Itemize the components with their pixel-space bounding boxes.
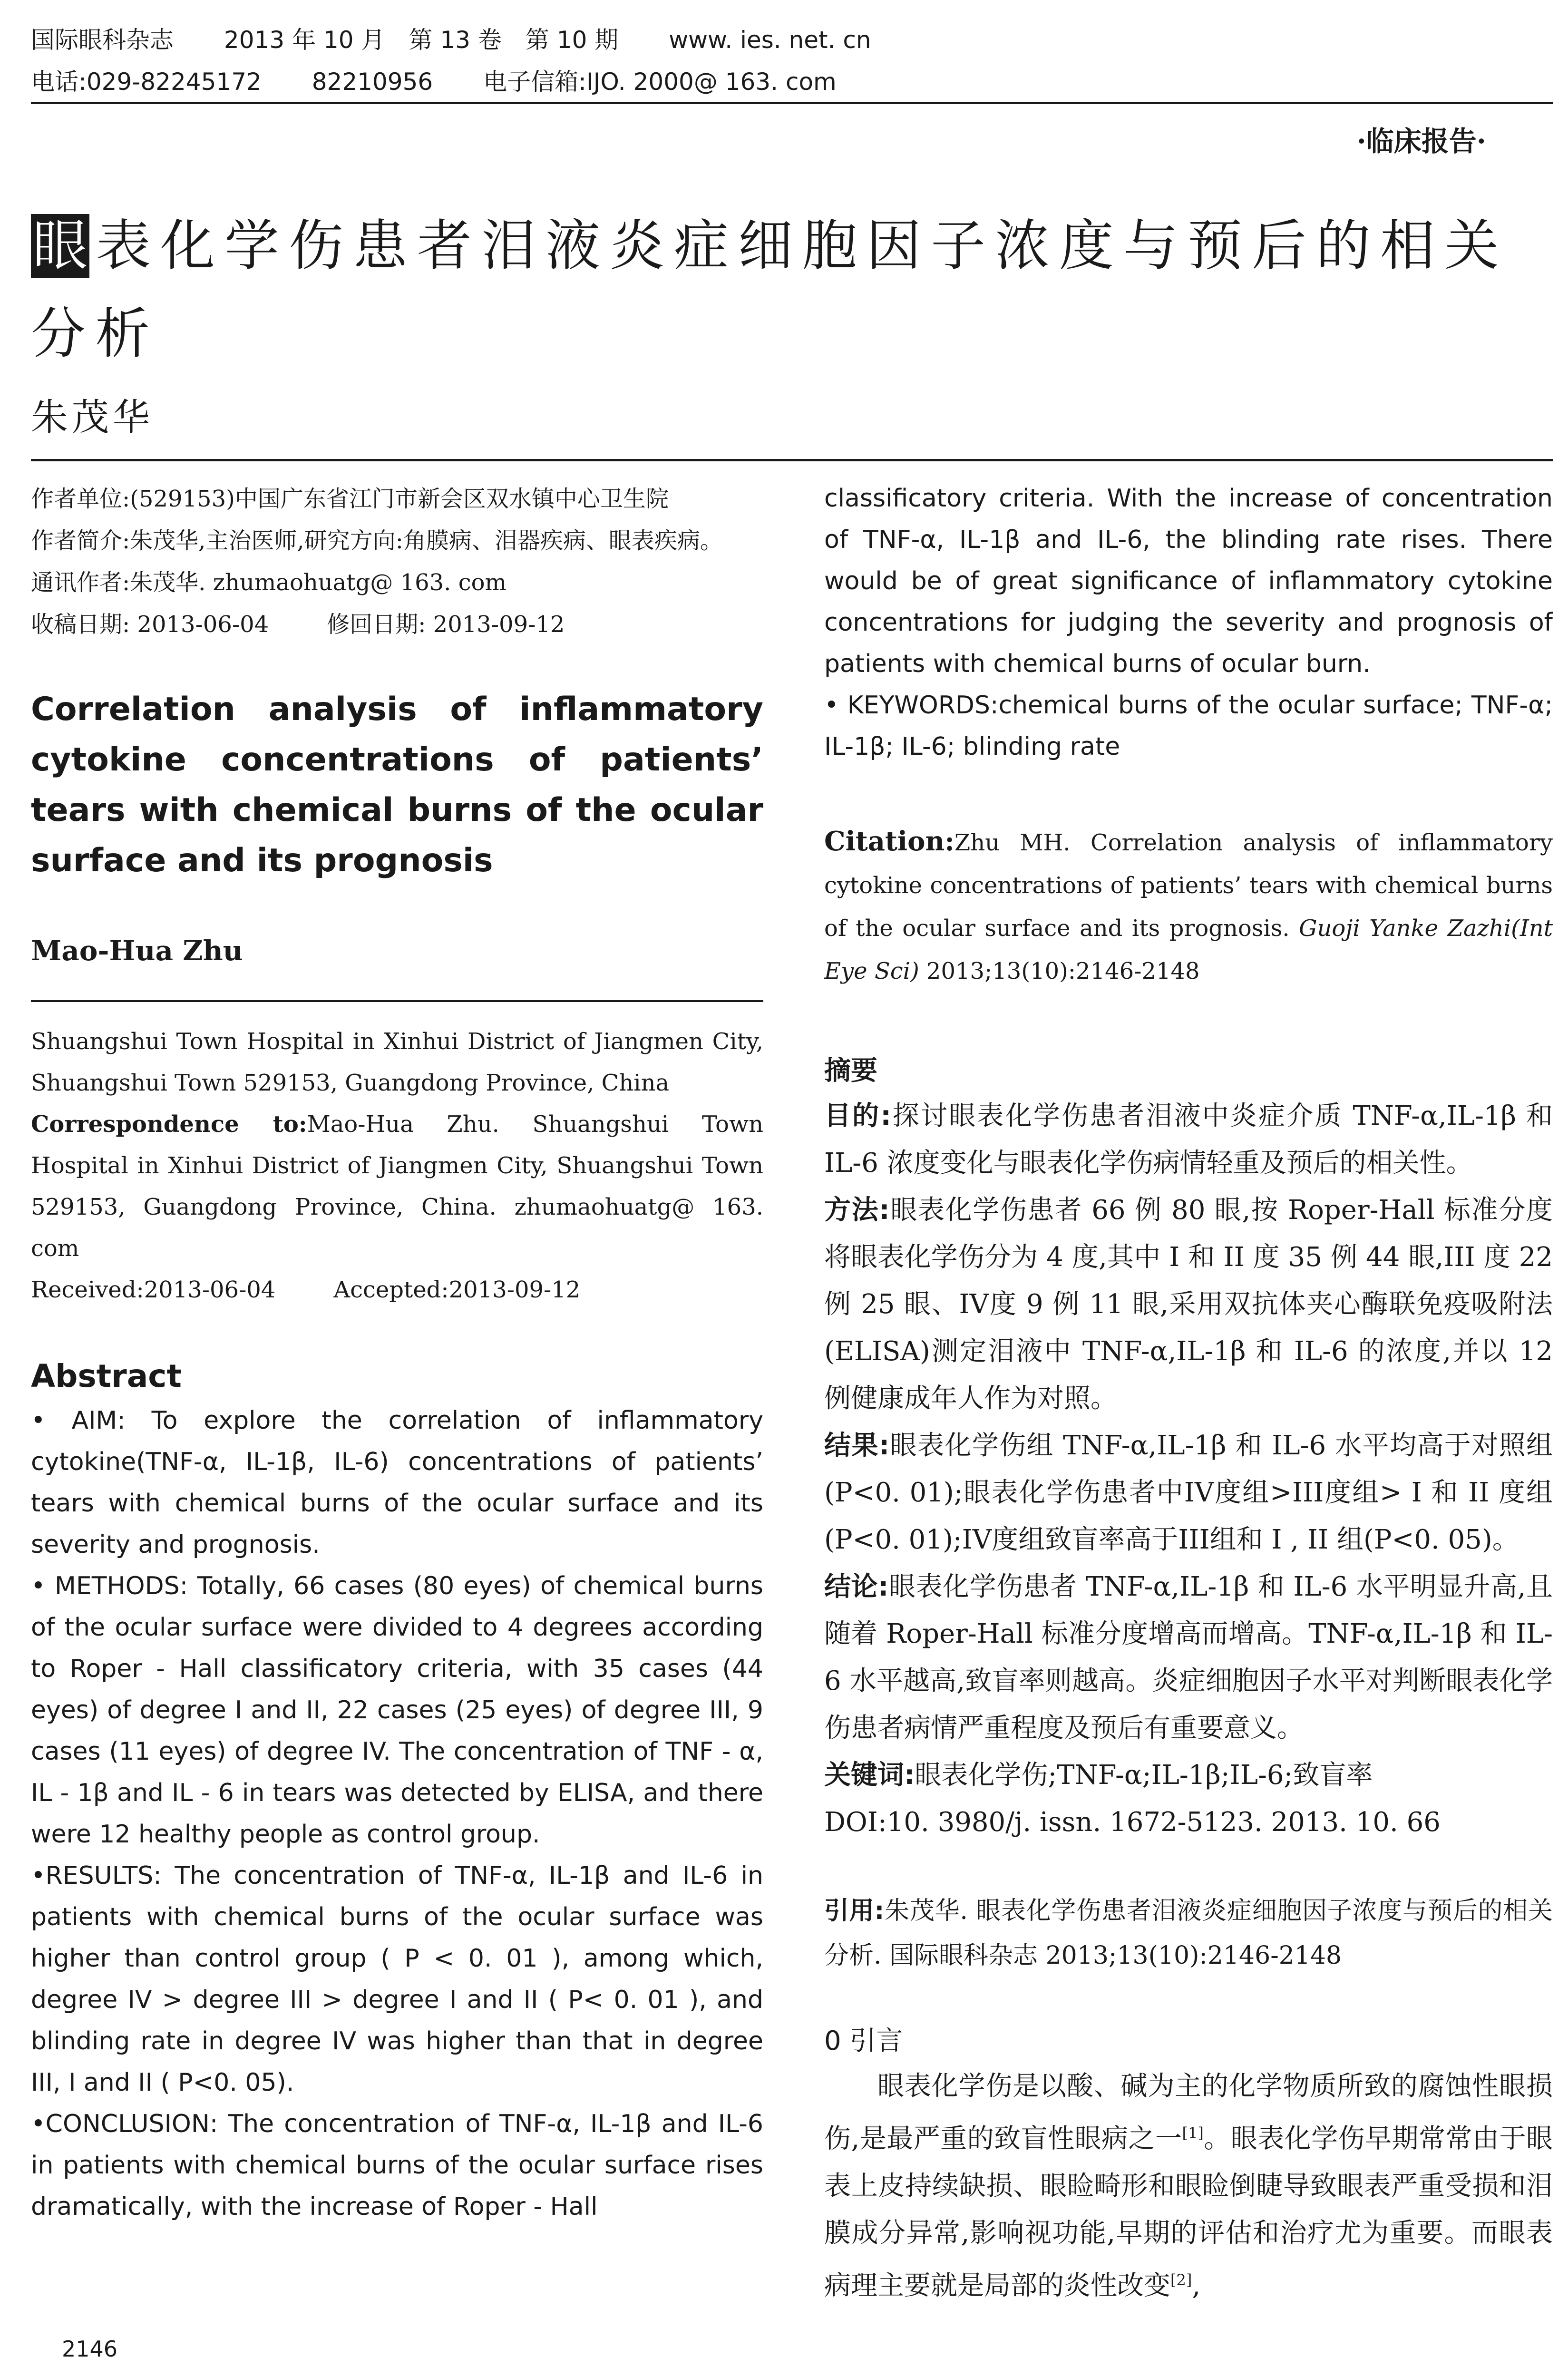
methods-label: 方法: (824, 1195, 890, 1226)
author-unit: 作者单位:(529153)中国广东省江门市新会区双水镇中心卫生院 (31, 486, 669, 512)
citation-text: Zhu MH. Correlation analysis of inflammatory cytokine concentrations of patients’ tears with chemical burns of the ocular surface and its prognosis. (824, 829, 1553, 942)
keywords-label: 关键词: (824, 1760, 915, 1791)
citation-cn (824, 1889, 1553, 1978)
cite-cn-label: 引用: (824, 1897, 885, 1925)
title-text: 表化学伤患者泪液炎症细胞因子浓度与预后的相关分析 (31, 214, 1509, 366)
title-rule (31, 459, 1553, 461)
received-en: Received:2013-06-04 (31, 1276, 276, 1303)
corresponding-author: 通讯作者:朱茂华. zhumaohuatg@ 163. com (31, 569, 506, 596)
dates (31, 604, 763, 645)
journal-name: 国际眼科杂志 (31, 26, 174, 54)
intro-text-2: 。眼表化学伤早期常常由于眼表上皮持续缺损、眼睑畸形和眼睑倒睫导致眼表严重受损和泪膜成分异常,影响视功能,早期的评估和治疗尤为重要。而眼表病理主要就是局部的炎性改变 (824, 2123, 1553, 2301)
section-label: ·临床报告· (1356, 125, 1486, 157)
doi: DOI:10. 3980/j. issn. 1672-5123. 2013. 10. 66 (824, 1807, 1441, 1838)
right-column (824, 478, 1553, 2309)
intro-text-3: , (1192, 2270, 1201, 2301)
correspondence-en (31, 1104, 763, 1269)
conclusion-text: 眼表化学伤患者 TNF-α,IL-1β 和 IL-6 水平明显升高,且随着 Roper-Hall 标准分度增高而增高。TNF-α,IL-1β 和 IL-6 水平越高,致盲率则越高。炎症细胞因子水平对判断眼表化学伤患者病情严重程度及预后有重要意义。 (824, 1571, 1553, 1744)
journal-phone-2: 82210956 (312, 68, 433, 96)
citation-volume: 2013;13(10):2146-2148 (919, 958, 1200, 984)
header-rule (31, 102, 1553, 104)
journal-phone: 电话:029-82245172 (31, 68, 262, 96)
keywords-text: 眼表化学伤;TNF-α;IL-1β;IL-6;致盲率 (915, 1760, 1373, 1791)
abstract-methods: • METHODS: Totally, 66 cases (80 eyes) of chemical burns of the ocular surface were divided to 4 degrees according to Roper - Hall classificatory criteria, with 35 cases (44 eyes) of degree I and II, 22 cases (25 eyes) of degree III, 9 cases (11 eyes) of degree IV. The concentration of TNF - α, IL - 1β and IL - 6 in tears was detected by ELISA, and there were 12 healthy people as control group. (31, 1572, 763, 1849)
correspondence-text: Mao-Hua Zhu. Shuangshui Town Hospital in Xinhui District of Jiangmen City, Shuangshui Town 529153, Guangdong Province, China. zhumaohuatg@ 163. com (31, 1111, 764, 1262)
abstract-cn-results (824, 1422, 1553, 1563)
aim-label: 目的: (824, 1101, 891, 1131)
conclusion-label: 结论: (824, 1571, 889, 1602)
results-text: 眼表化学伤组 TNF-α,IL-1β 和 IL-6 水平均高于对照组(P<0. 01);眼表化学伤患者中IV度组>III度组> I 和 II 度组(P<0. 01);IV度组致盲率高于III组和 I , II 组(P<0. 05)。 (824, 1430, 1553, 1555)
received-date: 收稿日期: 2013-06-04 (31, 611, 269, 638)
abstract-en-left (31, 1400, 763, 2228)
citation-en (824, 820, 1553, 993)
ref-1[interactable]: [1] (1182, 2124, 1204, 2142)
citation-label: Citation: (824, 826, 954, 857)
abstract-cn-methods (824, 1187, 1553, 1422)
journal-website: www. ies. net. cn (669, 26, 871, 54)
abstract-cn-conclusion (824, 1563, 1553, 1752)
intro-heading: 0 引言 (824, 2026, 903, 2056)
citation-journal: Guoji Yanke Zazhi(Int Eye Sci) (824, 915, 1553, 984)
methods-text: 眼表化学伤患者 66 例 80 眼,按 Roper-Hall 标准分度将眼表化学伤分为 4 度,其中 I 和 II 度 35 例 44 眼,III 度 22 例 25 眼、IV度 9 例 11 眼,采用双抗体夹心酶联免疫吸附法(ELISA)测定泪液中 TNF-α,IL-1β 和 IL-6 的浓度,并以 12 例健康成年人作为对照。 (824, 1195, 1553, 1414)
intro-text-1: 眼表化学伤是以酸、碱为主的化学物质所致的腐蚀性眼损伤,是最严重的致盲性眼病之一 (824, 2071, 1553, 2154)
ref-2[interactable]: [2] (1170, 2270, 1192, 2289)
abstract-en-right (824, 478, 1553, 768)
abstract-cn-aim (824, 1092, 1553, 1187)
journal-email: 电子信箱:IJO. 2000@ 163. com (483, 68, 837, 96)
abstract-aim: • AIM: To explore the correlation of inflammatory cytokine(TNF-α, IL-1β, IL-6) concentrations of patients’ tears with chemical burns of the ocular surface and its severity and prognosis. (31, 1406, 763, 1559)
issue-info: 2013 年 10 月 第 13 卷 第 10 期 (224, 26, 619, 54)
affiliation-en: Shuangshui Town Hospital in Xinhui District of Jiangmen City, Shuangshui Town 529153, Guangdong Province, China (31, 1028, 763, 1096)
cite-cn-text: 朱茂华. 眼表化学伤患者泪液炎症细胞因子浓度与预后的相关分析. 国际眼科杂志 2013;13(10):2146-2148 (824, 1897, 1553, 1970)
author-bio: 作者简介:朱茂华,主治医师,研究方向:角膜病、泪器疾病、眼表疾病。 (31, 527, 723, 554)
abstract-cn (824, 1092, 1553, 1846)
left-column (31, 478, 763, 2228)
running-header (31, 19, 1553, 103)
intro-paragraph (824, 2063, 1553, 2309)
article-title-cn (31, 202, 1553, 378)
abstract-cn-keywords (824, 1752, 1553, 1799)
dates-en (31, 1269, 763, 1311)
author-rule (31, 1000, 763, 1002)
results-label: 结果: (824, 1430, 890, 1461)
affiliation-block (31, 1021, 763, 1311)
abstract-conclusion-part1: •CONCLUSION: The concentration of TNF-α, IL-1β and IL-6 in patients with chemical burns of the ocular surface rises dramatically, with the increase of Roper - Hall (31, 2110, 763, 2221)
abstract-results: •RESULTS: The concentration of TNF-α, IL-1β and IL-6 in patients with chemical burns of the ocular surface was higher than control group ( P < 0. 01 ), among which, degree IV > degree III > degree I and II ( P< 0. 01 ), and blinding rate in degree IV was higher than that in degree III, I and II ( P<0. 05). (31, 1861, 763, 2097)
author-meta (31, 478, 763, 645)
revised-date: 修回日期: 2013-09-12 (327, 611, 565, 638)
accepted-en: Accepted:2013-09-12 (333, 1276, 581, 1303)
aim-text: 探讨眼表化学伤患者泪液中炎症介质 TNF-α,IL-1β 和 IL-6 浓度变化与眼表化学伤病情轻重及预后的相关性。 (824, 1101, 1553, 1179)
article-title-en: Correlation analysis of inflammatory cytokine concentrations of patients’ tears with chemical burns of the ocular surface and its prognosis (31, 691, 763, 879)
abstract-keywords: • KEYWORDS:chemical burns of the ocular surface; TNF-α; IL-1β; IL-6; blinding rate (824, 691, 1553, 761)
abstract-heading: Abstract (31, 1358, 182, 1394)
title-drop-cap: 眼 (31, 214, 89, 278)
correspondence-label: Correspondence to: (31, 1111, 307, 1138)
author-name-en: Mao-Hua Zhu (31, 935, 243, 967)
abstract-cn-heading: 摘要 (824, 1055, 877, 1086)
page-number: 2146 (62, 2336, 118, 2362)
author-name-cn: 朱茂华 (31, 396, 154, 439)
abstract-conclusion-part2: classificatory criteria. With the increase of concentration of TNF-α, IL-1β and IL-6, the blinding rate rises. There would be of great significance of inflammatory cytokine concentrations for judging the severity and prognosis of patients with chemical burns of ocular burn. (824, 484, 1553, 678)
